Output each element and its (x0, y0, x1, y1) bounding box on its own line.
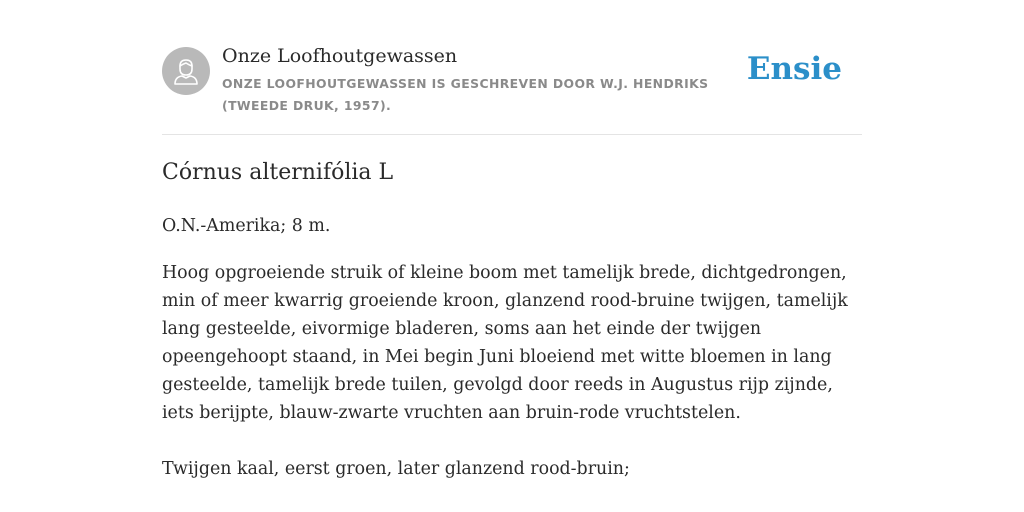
user-silhouette-icon (162, 47, 210, 95)
entry-paragraph: Hoog opgroeiende struik of kleine boom met tamelijk brede, dichtgedrongen, min of meer kwarrig groeiende kroon, glanzend rood-bruine twijgen, tamelijk lang gesteelde, eivormige bladeren, soms aan het einde der twijgen opeengehoopt staand, in Mei begin Juni bloeiend met witte bloemen in lang gesteelde, tamelijk brede tuilen, gevolgd door reeds in Augustus rijp zijnde, iets berijpte, blauw-zwarte vruchten aan bruin-rode vruchtstelen. (162, 263, 848, 423)
entry-paragraph: Twijgen kaal, eerst groen, later glanzend rood-bruin; (162, 459, 630, 479)
avatar[interactable] (162, 47, 210, 95)
page-container (162, 0, 862, 479)
source-header (162, 0, 862, 135)
entry-title: Córnus alternifólia L (162, 160, 394, 185)
source-title[interactable]: Onze Loofhoutgewassen (222, 45, 458, 67)
entry-paragraph: O.N.-Amerika; 8 m. (162, 216, 331, 236)
source-description: ONZE LOOFHOUTGEWASSEN IS GESCHREVEN DOOR W.J. HENDRIKS (TWEEDE DRUK, 1957). (222, 76, 709, 113)
brand-logo[interactable]: Ensie (746, 51, 842, 87)
